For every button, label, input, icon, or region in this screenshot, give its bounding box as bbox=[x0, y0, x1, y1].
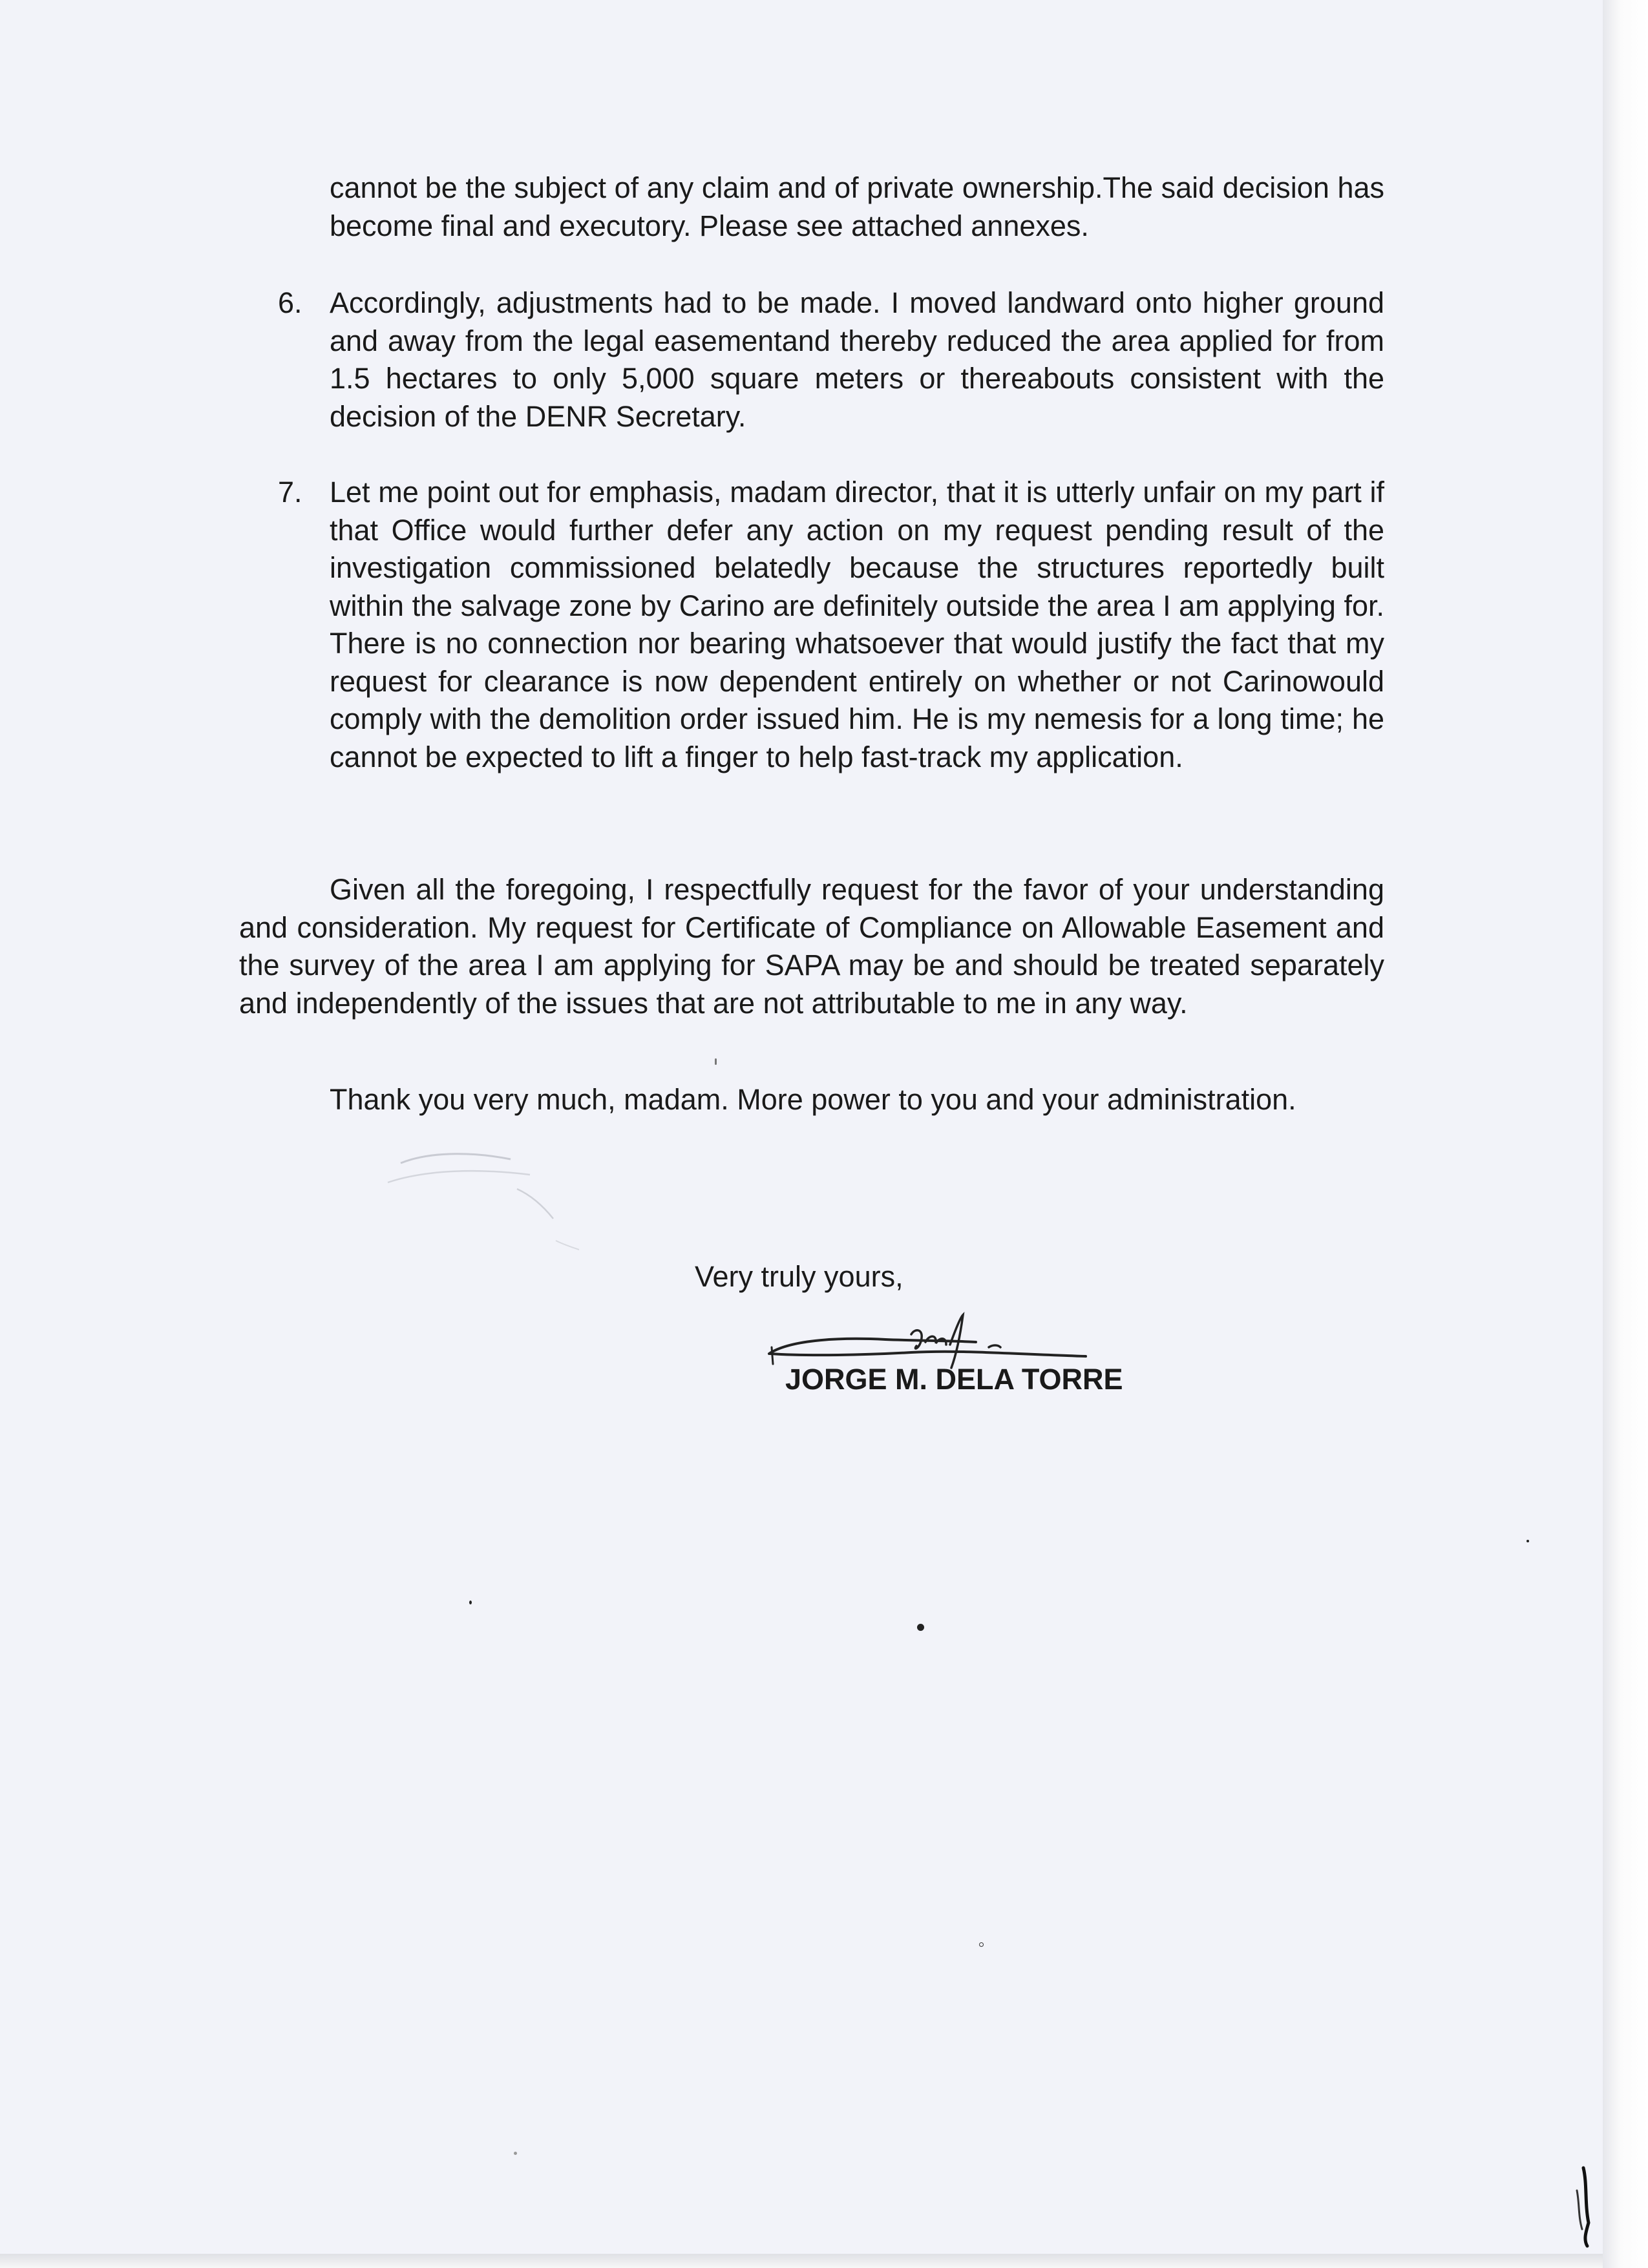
ink-speck bbox=[979, 1942, 984, 1947]
page-bottom-edge bbox=[0, 2254, 1603, 2268]
ink-speck bbox=[469, 1601, 472, 1604]
request-paragraph: Given all the foregoing, I respectfully request for the favor of your understanding and consideration. My request for Certificate of Compliance on Allowable Easement and the survey of the area I am applying for SAPA may be and should be treated separately and independently of the issues that are not attributable to me in any way. bbox=[239, 873, 1384, 1020]
continuation-paragraph: cannot be the subject of any claim and of private ownership.The said decision has become final and executory. Please see attached annexes. bbox=[330, 171, 1384, 242]
item-number: 7. bbox=[278, 476, 302, 509]
ink-speck bbox=[917, 1624, 924, 1631]
paper-scratch bbox=[1558, 2165, 1596, 2249]
item-text: Accordingly, adjustments had to be made. I moved landward onto higher ground and away from the legal easementand thereby reduced the area applied for from 1.5 hectares to only 5,000 square meters or thereabouts consistent with the decision of the DENR Secretary. bbox=[330, 286, 1384, 433]
ink-speck bbox=[514, 2152, 517, 2155]
signer-name: JORGE M. DELA TORRE bbox=[785, 1363, 1123, 1396]
page-edge bbox=[1603, 0, 1648, 2268]
closing-line: Very truly yours, bbox=[695, 1260, 903, 1293]
thanks-paragraph: Thank you very much, madam. More power to you and your administration. bbox=[330, 1083, 1296, 1116]
paper-smudge bbox=[362, 1124, 595, 1266]
item-text: Let me point out for emphasis, madam director, that it is utterly unfair on my part if that Office would further defer any action on my request pending result of the investigation commissioned belatedly because the structures reportedly built within the salvage zone by Carino are definitely outside the area I am applying for. There is no connection nor bearing whatsoever that would justify the fact that my request for clearance is now dependent entirely on whether or not Carinowould comply with the demolition order issued him. He is my nemesis for a long time; he cannot be expected to lift a finger to help fast-track my application. bbox=[330, 476, 1384, 773]
item-number: 6. bbox=[278, 286, 302, 319]
ink-speck bbox=[1527, 1540, 1529, 1542]
ink-speck bbox=[715, 1058, 717, 1065]
